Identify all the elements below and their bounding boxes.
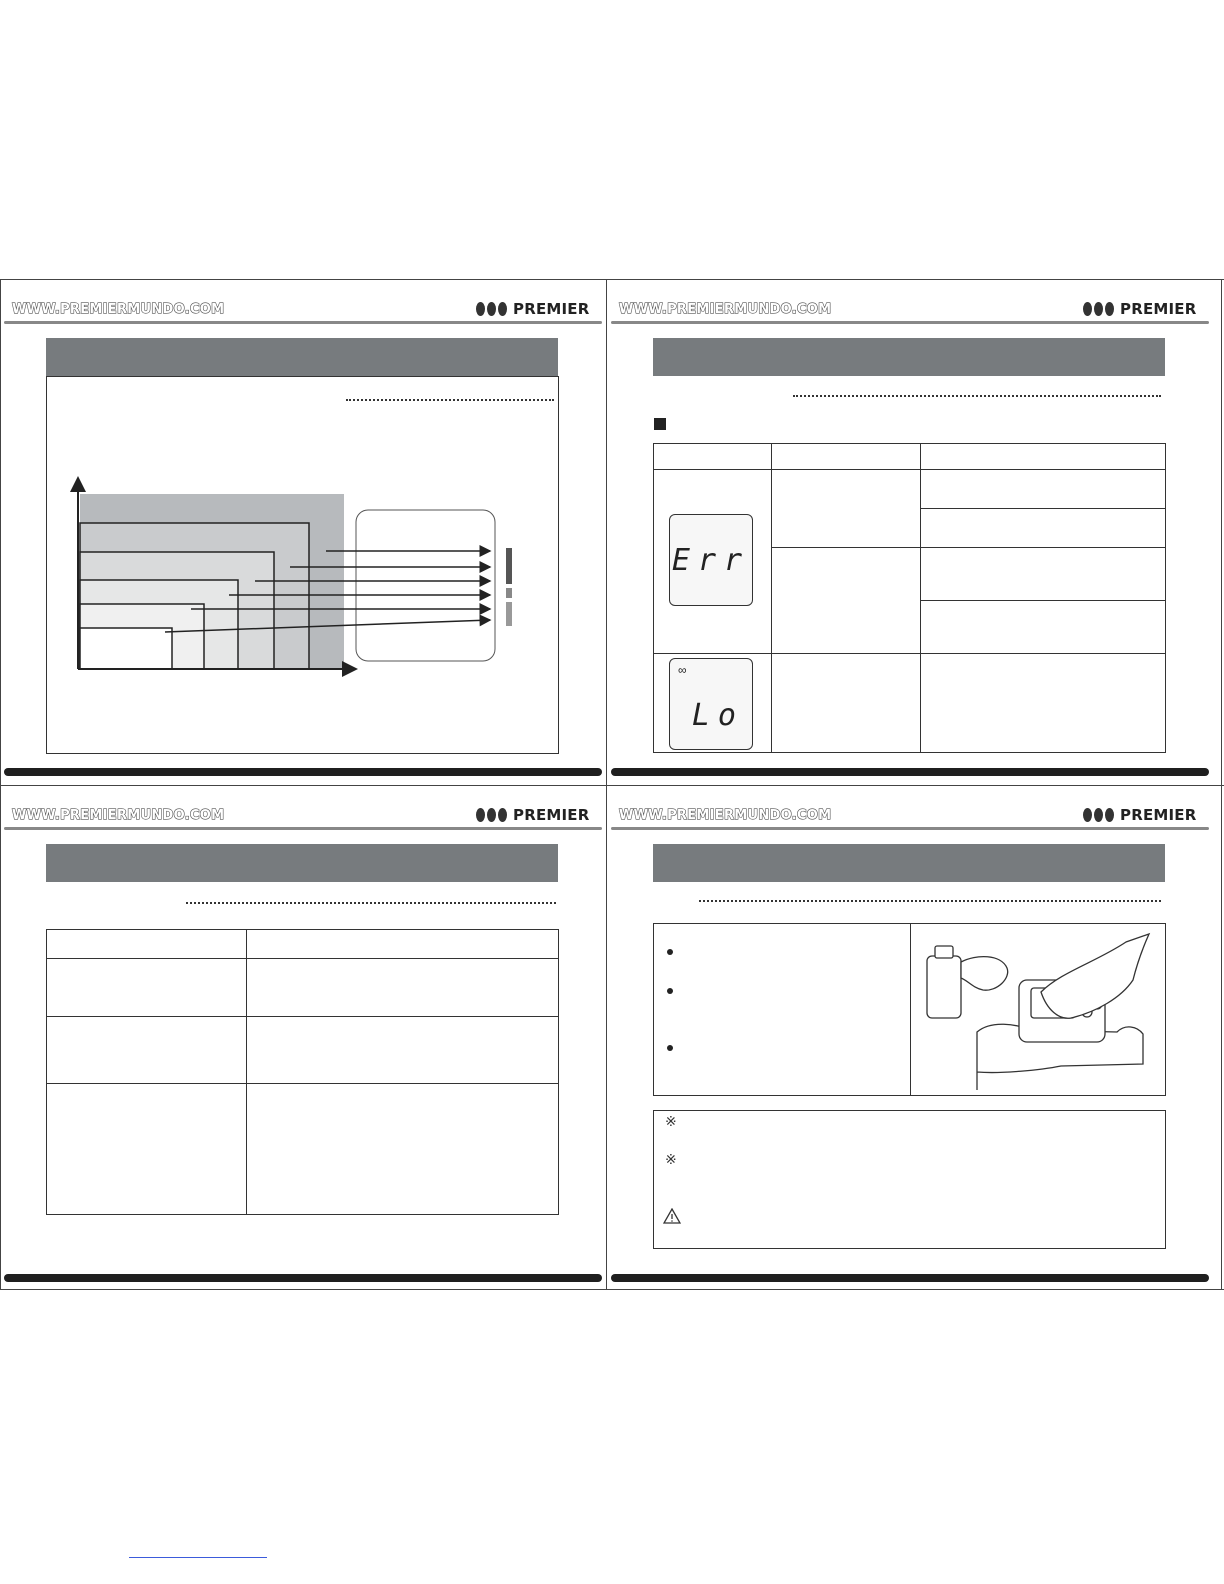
table-row-rule xyxy=(920,508,1166,509)
cloth-hand xyxy=(961,957,1008,991)
footer-bar xyxy=(4,1274,602,1282)
footer-bar xyxy=(611,1274,1209,1282)
bullet-icon xyxy=(667,1045,673,1051)
section-title-bar xyxy=(653,844,1165,882)
panel-top-left xyxy=(0,280,606,785)
lcd-display-lo xyxy=(669,658,753,750)
logo-dot-icon xyxy=(1094,808,1103,822)
bottle-body xyxy=(927,956,961,1018)
header-rule xyxy=(611,321,1209,324)
header-url[interactable]: WWW.PREMIERMUNDO.COM xyxy=(619,808,832,823)
logo-dot-icon xyxy=(476,808,485,822)
section-square-icon xyxy=(654,418,666,430)
logo-text: PREMIER xyxy=(1120,806,1197,824)
legend-box xyxy=(356,510,495,661)
logo-dot-icon xyxy=(1105,302,1114,316)
logo-text: PREMIER xyxy=(1120,300,1197,318)
notes-box xyxy=(653,1110,1166,1249)
table-row-rule xyxy=(771,547,1166,548)
sheet-border-right xyxy=(1221,279,1222,1290)
table-header-rule xyxy=(46,958,559,959)
footer-bar xyxy=(4,768,602,776)
troubleshooting-table xyxy=(46,929,559,1215)
header-rule xyxy=(611,827,1209,830)
link-underline[interactable] xyxy=(129,1557,267,1558)
chart-region-6 xyxy=(80,628,172,669)
bullet-icon xyxy=(667,949,673,955)
footer-bar xyxy=(611,768,1209,776)
dotted-leader xyxy=(186,902,556,904)
bottle-cap xyxy=(935,946,953,958)
table-row-rule xyxy=(920,600,1166,601)
legend-bar-light xyxy=(506,602,512,626)
logo-dot-icon xyxy=(498,808,507,822)
lcd-small-symbol: ∞ xyxy=(678,663,687,677)
lcd-code-err: Err xyxy=(671,542,751,578)
note-mark-icon: ※ xyxy=(665,1113,677,1129)
section-title-bar xyxy=(46,338,558,376)
table-row-rule xyxy=(46,1016,559,1017)
cleaning-divider xyxy=(910,923,911,1096)
panel-bottom-right xyxy=(607,786,1213,1291)
table-header-rule xyxy=(653,469,1166,470)
lcd-display-err xyxy=(669,514,753,606)
logo-dot-icon xyxy=(1083,808,1092,822)
lcd-code-lo: Lo xyxy=(691,698,744,733)
wiping-hand xyxy=(1041,934,1149,1018)
logo-dot-icon xyxy=(498,302,507,316)
section-title-bar xyxy=(46,844,558,882)
header-url[interactable]: WWW.PREMIERMUNDO.COM xyxy=(619,302,832,317)
legend-bar-mid xyxy=(506,588,512,598)
logo-dot-icon xyxy=(487,302,496,316)
premier-logo xyxy=(1083,806,1197,824)
premier-logo xyxy=(476,806,590,824)
cleaning-illustration xyxy=(921,932,1161,1090)
table-col-divider xyxy=(246,929,247,1215)
table-row-rule xyxy=(46,1083,559,1084)
table-row-rule xyxy=(653,653,1166,654)
logo-dot-icon xyxy=(1083,302,1092,316)
table-col-divider-2 xyxy=(920,443,921,753)
logo-dot-icon xyxy=(1094,302,1103,316)
legend-bar-dark xyxy=(506,548,512,584)
warning-triangle-icon xyxy=(663,1208,681,1224)
logo-text: PREMIER xyxy=(513,300,590,318)
logo-text: PREMIER xyxy=(513,806,590,824)
note-mark-icon: ※ xyxy=(665,1151,677,1167)
header-url[interactable]: WWW.PREMIERMUNDO.COM xyxy=(12,808,225,823)
panel-bottom-left xyxy=(0,786,606,1291)
panel-top-right xyxy=(607,280,1213,785)
header-rule xyxy=(4,321,602,324)
logo-dot-icon xyxy=(487,808,496,822)
table-col-divider-1 xyxy=(771,443,772,753)
logo-dot-icon xyxy=(476,302,485,316)
logo-dot-icon xyxy=(1105,808,1114,822)
dotted-leader xyxy=(699,900,1161,902)
bullet-icon xyxy=(667,988,673,994)
section-title-bar xyxy=(653,338,1165,376)
classification-chart xyxy=(60,470,520,680)
header-url[interactable]: WWW.PREMIERMUNDO.COM xyxy=(12,302,225,317)
dotted-leader xyxy=(793,395,1161,397)
premier-logo xyxy=(476,300,590,318)
header-rule xyxy=(4,827,602,830)
premier-logo xyxy=(1083,300,1197,318)
dotted-leader xyxy=(346,399,554,401)
